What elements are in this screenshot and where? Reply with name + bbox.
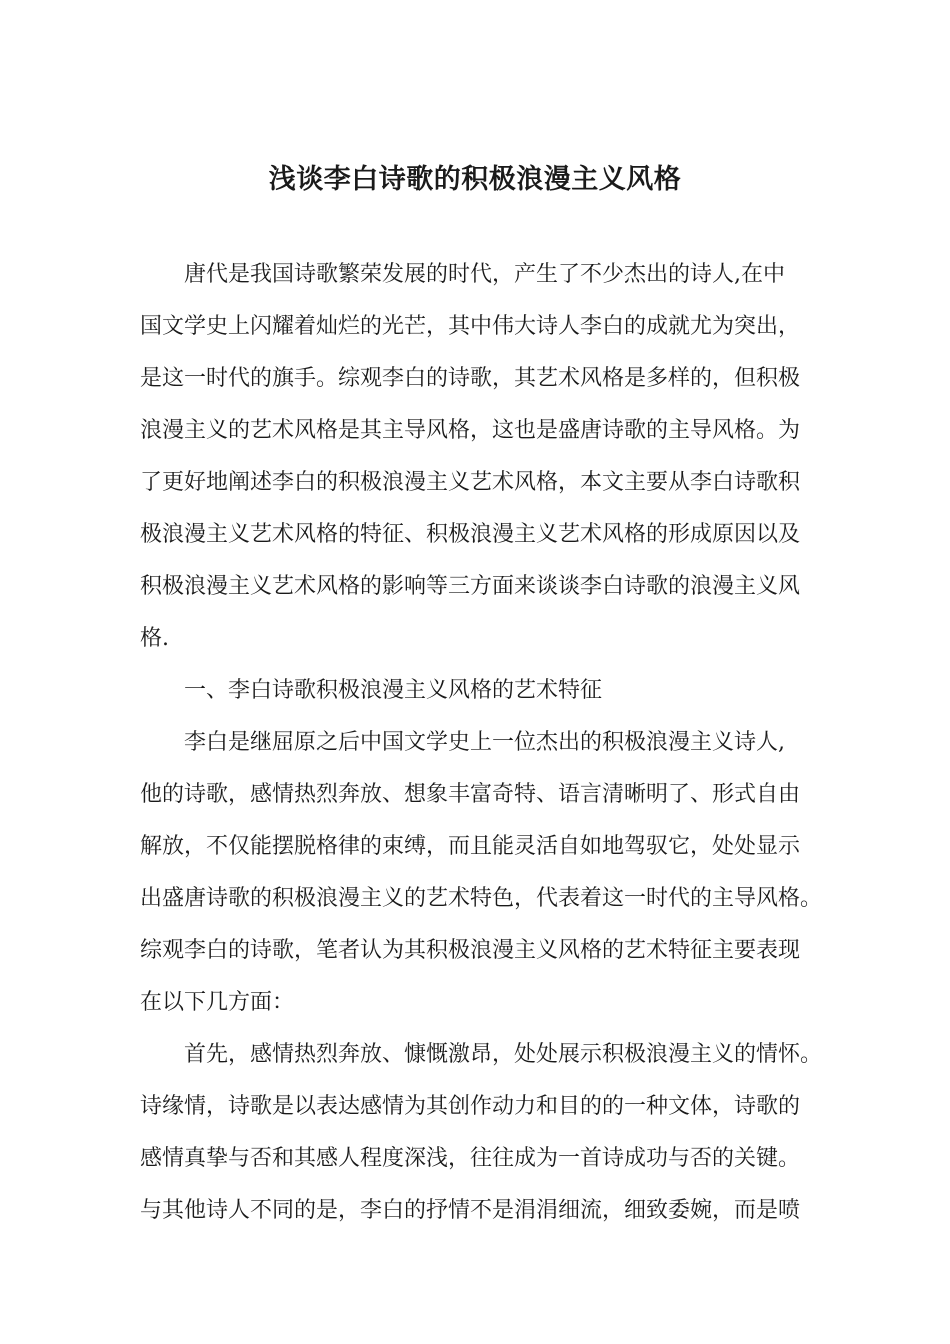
text-line: 解放，不仅能摆脱格律的束缚，而且能灵活自如地驾驭它，处处显示 — [140, 834, 801, 859]
section-heading: 一、李白诗歌积极浪漫主义风格的艺术特征 — [184, 678, 603, 703]
text-line: 唐代是我国诗歌繁荣发展的时代，产生了不少杰出的诗人,在中 — [184, 262, 785, 287]
text-line: 是这一时代的旗手。综观李白的诗歌，其艺术风格是多样的，但积极 — [140, 366, 801, 391]
text-line: 浪漫主义的艺术风格是其主导风格，这也是盛唐诗歌的主导风格。为 — [140, 418, 801, 443]
text-line: 诗缘情，诗歌是以表达感情为其创作动力和目的的一种文体，诗歌的 — [140, 1094, 801, 1119]
text-line: 国文学史上闪耀着灿烂的光芒，其中伟大诗人李白的成就尤为突出， — [140, 314, 801, 339]
text-line: 与其他诗人不同的是，李白的抒情不是涓涓细流，细致委婉，而是喷 — [140, 1198, 801, 1223]
document-title: 浅谈李白诗歌的积极浪漫主义风格 — [268, 164, 682, 195]
text-line: 出盛唐诗歌的积极浪漫主义的艺术特色，代表着这一时代的主导风格。 — [140, 886, 823, 911]
text-line: 李白是继屈原之后中国文学史上一位杰出的积极浪漫主义诗人, — [184, 730, 785, 755]
text-line: 首先，感情热烈奔放、慷慨激昂，处处展示积极浪漫主义的情怀。 — [184, 1042, 823, 1067]
text-line: 综观李白的诗歌，笔者认为其积极浪漫主义风格的艺术特征主要表现 — [140, 938, 801, 963]
text-line: 他的诗歌，感情热烈奔放、想象丰富奇特、语言清晰明了、形式自由 — [140, 782, 801, 807]
text-line: 感情真挚与否和其感人程度深浅，往往成为一首诗成功与否的关键。 — [140, 1146, 801, 1171]
text-line: 格. — [140, 626, 169, 651]
text-line: 在以下几方面： — [140, 990, 295, 1015]
text-line: 积极浪漫主义艺术风格的影响等三方面来谈谈李白诗歌的浪漫主义风 — [140, 574, 801, 599]
text-line: 了更好地阐述李白的积极浪漫主义艺术风格，本文主要从李白诗歌积 — [140, 470, 801, 495]
text-line: 极浪漫主义艺术风格的特征、积极浪漫主义艺术风格的形成原因以及 — [140, 522, 801, 547]
